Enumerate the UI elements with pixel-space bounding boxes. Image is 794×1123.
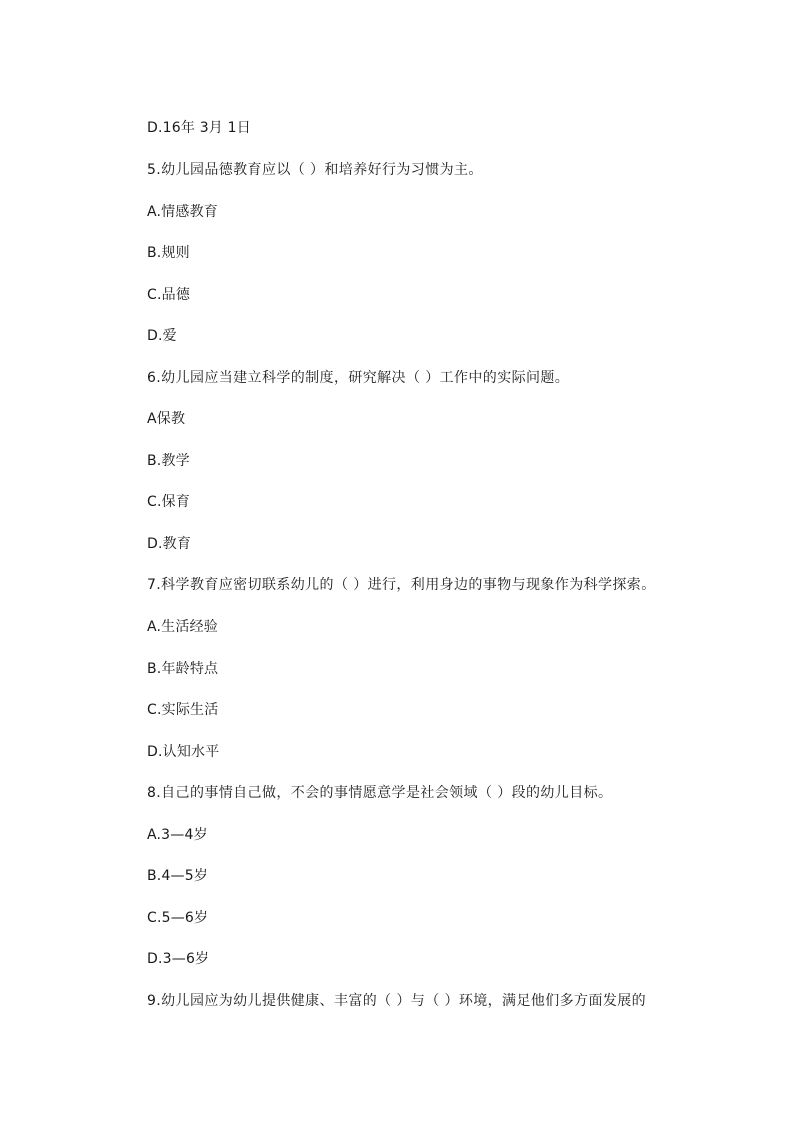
option-a-q7: A.生活经验 bbox=[147, 619, 218, 635]
option-b-q6: B.教学 bbox=[147, 453, 190, 469]
option-c-q7: C.实际生活 bbox=[147, 702, 219, 718]
option-c-q6: C.保育 bbox=[147, 494, 191, 510]
option-b-q8: B.4—5岁 bbox=[147, 868, 209, 884]
option-b-q7: B.年龄特点 bbox=[147, 661, 219, 677]
option-d-q7: D.认知水平 bbox=[147, 744, 220, 760]
option-d-q4: D.16年 3月 1日 bbox=[147, 120, 251, 136]
option-c-q8: C.5—6岁 bbox=[147, 910, 209, 926]
question-8: 8.自己的事情自己做，不会的事情愿意学是社会领域（ ）段的幼儿目标。 bbox=[147, 785, 613, 801]
option-c-q5: C.品德 bbox=[147, 287, 191, 303]
question-9: 9.幼儿园应为幼儿提供健康、丰富的（ ）与（ ）环境，满足他们多方面发展的 bbox=[147, 993, 647, 1009]
question-6: 6.幼儿园应当建立科学的制度，研究解决（ ）工作中的实际问题。 bbox=[147, 370, 570, 386]
option-d-q8: D.3—6岁 bbox=[147, 951, 210, 967]
option-d-q6: D.教育 bbox=[147, 536, 192, 552]
question-5: 5.幼儿园品德教育应以（ ）和培养好行为习惯为主。 bbox=[147, 162, 483, 178]
option-d-q5: D.爱 bbox=[147, 328, 177, 344]
option-b-q5: B.规则 bbox=[147, 245, 190, 261]
option-a-q8: A.3—4岁 bbox=[147, 827, 208, 843]
option-a-q5: A.情感教育 bbox=[147, 204, 218, 220]
question-7: 7.科学教育应密切联系幼儿的（ ）进行，利用身边的事物与现象作为科学探索。 bbox=[147, 577, 656, 593]
option-a-q6: A保教 bbox=[147, 411, 186, 427]
